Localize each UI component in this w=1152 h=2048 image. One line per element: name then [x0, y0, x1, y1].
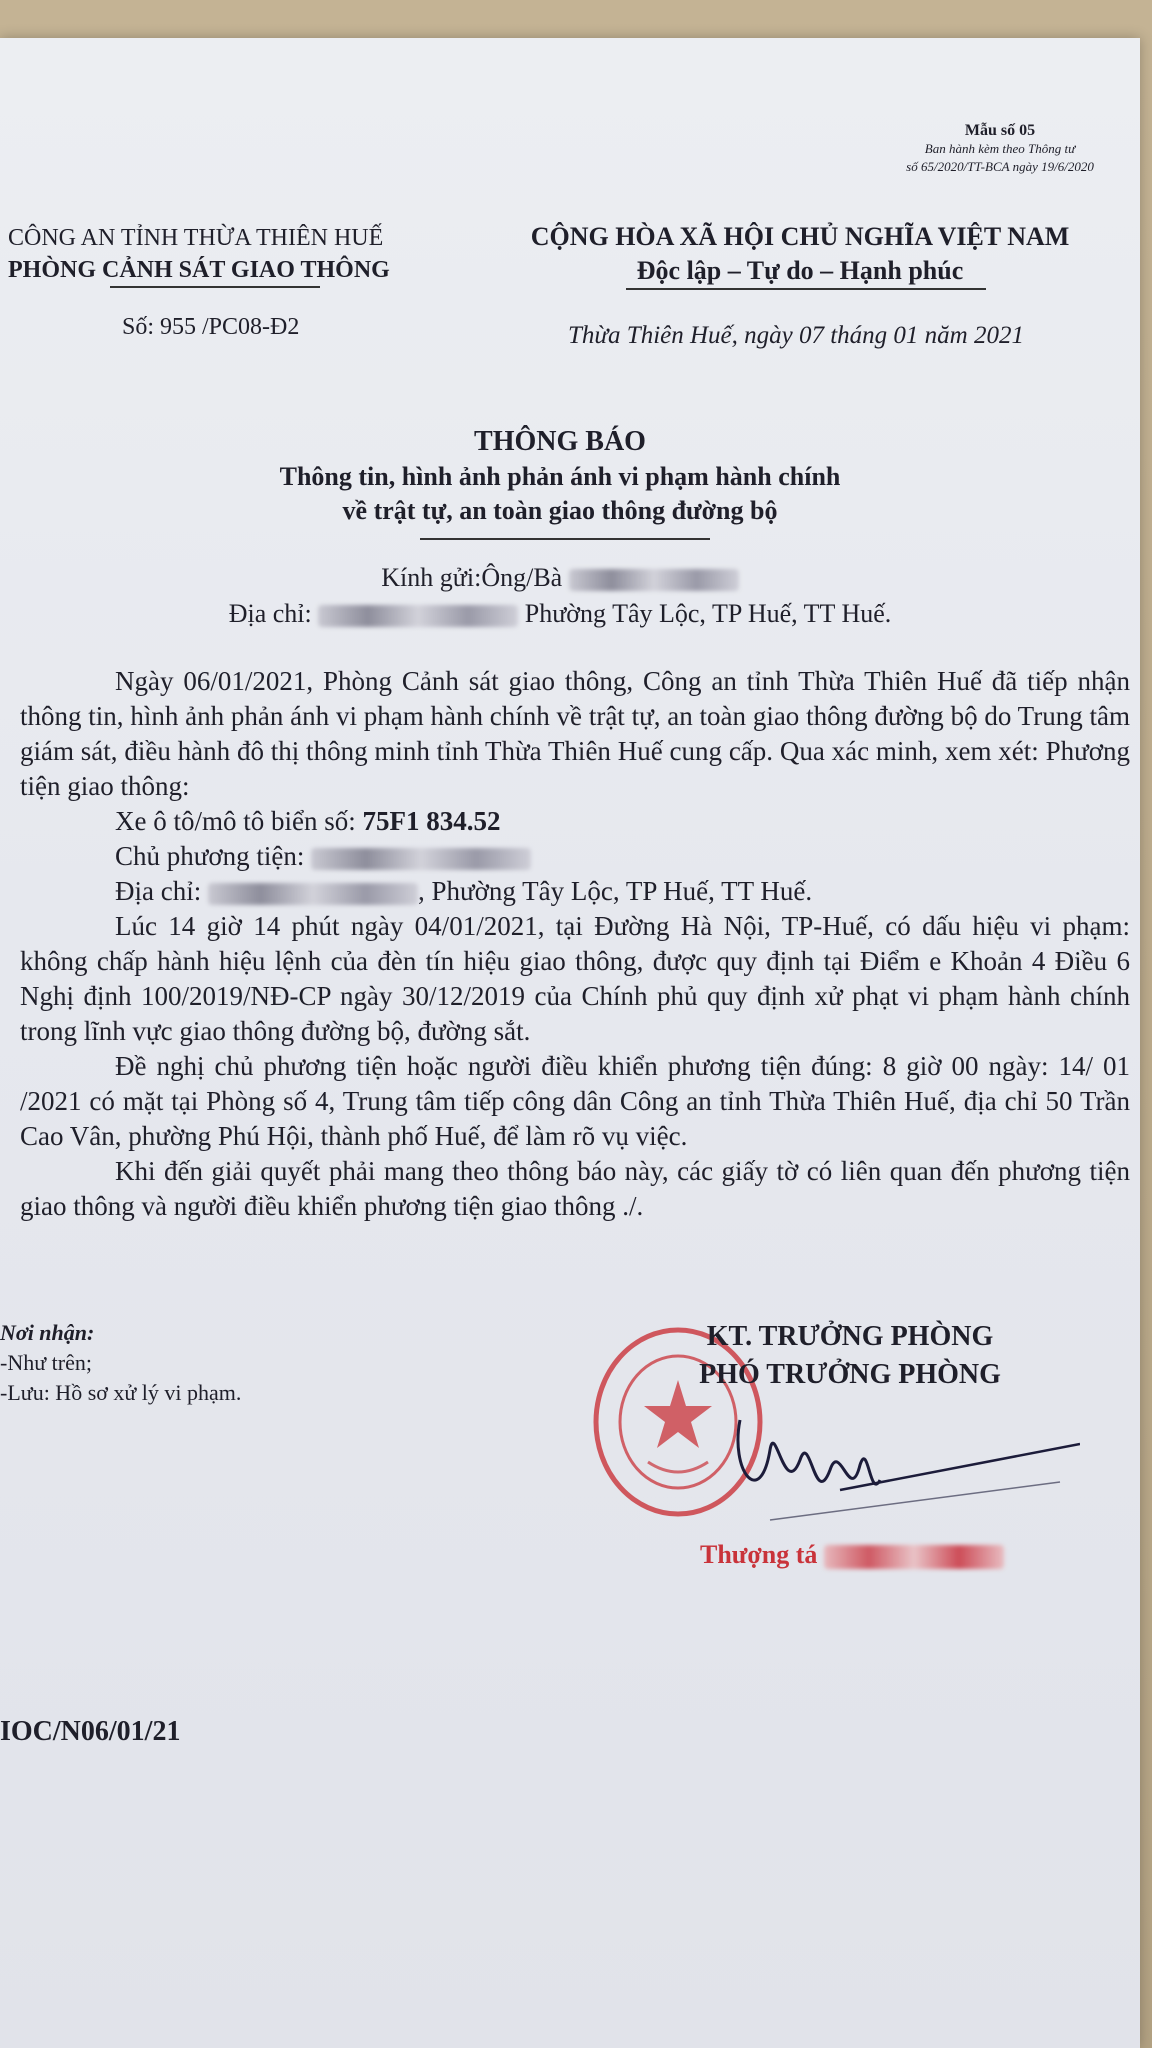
document-number: Số: 955 /PC08-Đ2 [122, 314, 300, 340]
document-reference: IOC/N06/01/21 [0, 1716, 181, 1747]
redacted-name [569, 569, 739, 591]
recipients-list [0, 1318, 241, 1408]
agency-line1: CÔNG AN TỈNH THỪA THIÊN HUẾ [8, 225, 384, 251]
owner-address-suffix: , Phường Tây Lộc, TP Huế, TT Huế. [417, 876, 813, 906]
redacted-signer-name [824, 1545, 1004, 1569]
owner-address-line [20, 874, 1130, 909]
recipient-line [180, 560, 940, 596]
recipients-item-2: -Lưu: Hồ sơ xử lý vi phạm. [0, 1380, 242, 1405]
body-paragraph-4: Khi đến giải quyết phải mang theo thông báo này, các giấy tờ có liên quan đến phương tiện giao thông và người điều khiển phương tiện giao thông ./. [20, 1156, 1130, 1221]
recipient-label: Kính gửi:Ông/Bà [381, 563, 563, 592]
owner-label: Chủ phương tiện: [115, 841, 305, 871]
signatory-title-2: PHÓ TRƯỞNG PHÒNG [699, 1359, 1001, 1390]
redacted-address [318, 605, 518, 627]
form-issued-line2: số 65/2020/TT-BCA ngày 19/6/2020 [906, 159, 1094, 174]
form-number-block [880, 122, 1120, 176]
owner-line [20, 839, 1130, 874]
agency-line2: PHÒNG CẢNH SÁT GIAO THÔNG [8, 257, 390, 283]
nation-line2: Độc lập – Tự do – Hạnh phúc [636, 256, 964, 285]
recipient-block [180, 560, 940, 632]
place-date: Thừa Thiên Huế, ngày 07 tháng 01 năm 2021 [568, 322, 1024, 349]
issuing-agency [8, 222, 390, 286]
title-underline [420, 538, 710, 540]
redacted-owner-address [208, 883, 418, 905]
recipients-heading: Nơi nhận: [0, 1320, 95, 1345]
agency-underline [110, 286, 320, 288]
title-main: THÔNG BÁO [474, 426, 646, 457]
body-paragraph-3: Đề nghị chủ phương tiện hoặc người điều khiển phương tiện đúng: 8 giờ 00 ngày: 14/ 01 /2021 có mặt tại Phòng số 4, Trung tâm tiếp công dân Công an tỉnh Thừa Thiên Huế, địa chỉ 50 Trần Cao Vân, phường Phú Hội, thành phố Huế, để làm rõ vụ việc. [20, 1051, 1130, 1151]
owner-address-label: Địa chỉ: [115, 876, 202, 906]
form-issued-line1: Ban hành kèm theo Thông tư [924, 141, 1076, 156]
recipients-item-1: -Như trên; [0, 1350, 92, 1375]
motto-underline [626, 288, 986, 290]
plate-value: 75F1 834.52 [362, 806, 501, 836]
signatory-title-1: KT. TRƯỞNG PHÒNG [706, 1321, 994, 1352]
recipient-address-suffix: Phường Tây Lộc, TP Huế, TT Huế. [524, 599, 892, 628]
plate-label: Xe ô tô/mô tô biển số: [115, 806, 356, 836]
form-number: Mẫu số 05 [964, 122, 1036, 139]
signer-rank: Thượng tá [700, 1540, 818, 1569]
signer-name [700, 1540, 1004, 1570]
body-paragraph-2: Lúc 14 giờ 14 phút ngày 04/01/2021, tại Đường Hà Nội, TP-Huế, có dấu hiệu vi phạm: không chấp hành hiệu lệnh của đèn tín hiệu giao thông, được quy định tại Điểm e Khoản 4 Điều 6 Nghị định 100/2019/NĐ-CP ngày 30/12/2019 của Chính phủ quy định xử phạt vi phạm hành chính trong lĩnh vực giao thông đường bộ, đường sắt. [20, 911, 1130, 1046]
plate-line [20, 804, 1130, 839]
title-sub2: về trật tự, an toàn giao thông đường bộ [342, 496, 778, 525]
notice-body [20, 664, 1130, 1224]
document-title [180, 424, 940, 528]
recipient-address-line [180, 596, 940, 632]
signatory-title [650, 1318, 1050, 1394]
recipient-address-label: Địa chỉ: [228, 599, 312, 628]
body-paragraph-1: Ngày 06/01/2021, Phòng Cảnh sát giao thông, Công an tỉnh Thừa Thiên Huế đã tiếp nhận thông tin, hình ảnh phản ánh vi phạm hành chính về trật tự, an toàn giao thông đường bộ do Trung tâm giám sát, điều hành đô thị thông minh tỉnh Thừa Thiên Huế cung cấp. Qua xác minh, xem xét: Phương tiện giao thông: [20, 666, 1130, 801]
nation-line1: CỘNG HÒA XÃ HỘI CHỦ NGHĨA VIỆT NAM [530, 222, 1070, 251]
national-header [500, 220, 1100, 288]
title-sub1: Thông tin, hình ảnh phản ánh vi phạm hành chính [279, 462, 841, 491]
redacted-owner [311, 848, 531, 870]
